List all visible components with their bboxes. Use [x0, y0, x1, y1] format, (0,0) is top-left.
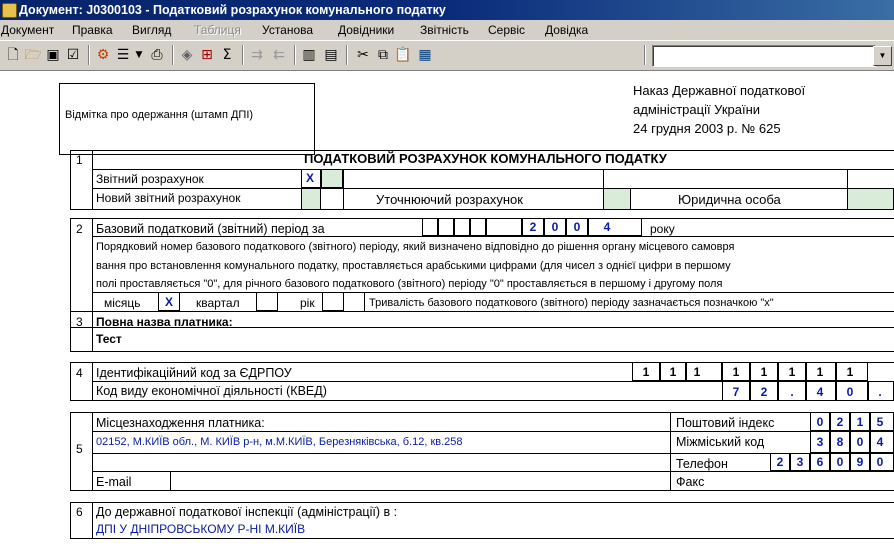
dropdown-arrow-icon[interactable]: ▼ — [135, 50, 143, 60]
postal-label: Поштовий індекс — [676, 416, 775, 430]
intercity-label: Міжміський код — [676, 435, 765, 449]
year-checkbox[interactable] — [322, 292, 344, 311]
save-icon[interactable]: ▣ — [46, 47, 60, 63]
menu-view[interactable]: Вигляд — [132, 23, 172, 37]
toolbar-combo[interactable] — [652, 45, 876, 67]
kved-digit-6[interactable]: . — [868, 381, 894, 401]
email-label: E-mail — [96, 475, 132, 489]
edrpou-digit-3[interactable]: 1 — [686, 362, 722, 381]
month-label: місяць — [104, 296, 141, 310]
intercity-digit-4[interactable]: 4 — [870, 431, 894, 453]
menu-bar — [0, 20, 894, 41]
clarifying-label: Уточнюючий розрахунок — [376, 192, 523, 207]
order-line-2: адміністрації України — [633, 102, 761, 117]
postal-digit-1[interactable]: 0 — [810, 412, 830, 431]
order-line-1: Наказ Державної податкової — [633, 83, 806, 98]
intercity-digit-2[interactable]: 8 — [830, 431, 850, 453]
edrpou-label: Ідентифікаційний код за ЄДРПОУ — [96, 366, 292, 380]
delete-row-icon[interactable]: ⇇ — [273, 47, 285, 63]
open-folder-icon[interactable]: 🗁 — [24, 47, 42, 63]
calculator-icon[interactable]: ▦ — [418, 47, 432, 63]
window-title: Документ: J0300103 - Податковий розрахунок комунального податку — [19, 3, 446, 17]
clarifying-checkbox[interactable] — [603, 188, 631, 210]
cut-icon[interactable]: ✂ — [357, 47, 369, 63]
order-line-3: 24 грудня 2003 р. № 625 — [633, 121, 781, 136]
menu-edit[interactable]: Правка — [72, 23, 113, 37]
stamp-box — [59, 83, 315, 155]
validate-icon[interactable]: ◈ — [181, 47, 193, 63]
sum-icon[interactable]: Σ — [222, 47, 232, 63]
app-icon[interactable] — [2, 3, 17, 18]
year-suffix: року — [650, 222, 675, 236]
quarter-checkbox[interactable] — [256, 292, 278, 311]
section-3-num: 3 — [76, 315, 83, 329]
kved-digit-2[interactable]: 2 — [750, 381, 778, 401]
phone-digit-2[interactable]: 3 — [790, 453, 810, 471]
year-label: рік — [300, 296, 315, 310]
menu-document[interactable]: Документ — [1, 23, 55, 37]
year-digit-2[interactable]: 0 — [544, 218, 566, 236]
phone-digit-6[interactable]: 0 — [870, 453, 894, 471]
phone-digit-5[interactable]: 9 — [850, 453, 870, 471]
edrpou-digit-1[interactable]: 1 — [632, 362, 660, 381]
edrpou-digit-8[interactable]: 1 — [836, 362, 868, 381]
report-label: Звітний розрахунок — [96, 172, 204, 186]
period-note-3: полі проставляється "0", для річного базового податкового (звітного) періоду "0" проставляється в першому і другому поля — [96, 278, 723, 290]
checkbox-icon[interactable]: ☑ — [66, 47, 80, 63]
stamp-label: Відмітка про одержання (штамп ДПІ) — [65, 109, 254, 121]
section-1-num: 1 — [76, 153, 83, 167]
kved-digit-4[interactable]: 4 — [806, 381, 836, 401]
edrpou-digit-2[interactable]: 1 — [660, 362, 686, 381]
print-icon[interactable]: ⎙ — [151, 47, 163, 63]
menu-directories[interactable]: Довідники — [338, 23, 395, 37]
insert-row-icon[interactable]: ⇉ — [251, 47, 263, 63]
list-icon[interactable]: ☰ — [116, 47, 130, 63]
year-digit-1[interactable]: 2 — [522, 218, 544, 236]
inspection-value[interactable]: ДПІ У ДНІПРОВСЬКОМУ Р-НІ М.КИЇВ — [96, 522, 306, 536]
location-label: Місцезнаходження платника: — [96, 416, 265, 430]
payer-name-label: Повна назва платника: — [96, 315, 233, 329]
title-bar[interactable] — [0, 0, 894, 20]
menu-reports[interactable]: Звітність — [420, 23, 469, 37]
new-report-label: Новий звітний розрахунок — [96, 191, 241, 205]
legal-entity-checkbox[interactable] — [847, 188, 894, 210]
kved-digit-1[interactable]: 7 — [722, 381, 750, 401]
edrpou-digit-6[interactable]: 1 — [778, 362, 806, 381]
paste-icon[interactable]: 📋 — [394, 47, 412, 63]
new-report-checkbox[interactable] — [301, 188, 321, 210]
inspection-label: До державної податкової інспекції (адміністрації) в : — [96, 505, 398, 519]
column-icon[interactable]: ▥ — [302, 47, 316, 63]
calc-icon[interactable]: ⊞ — [201, 47, 213, 63]
edrpou-digit-4[interactable]: 1 — [722, 362, 750, 381]
payer-name-value[interactable]: Тест — [96, 332, 122, 346]
section-4-num: 4 — [76, 366, 83, 380]
kved-digit-5[interactable]: 0 — [836, 381, 868, 401]
year-digit-4[interactable]: 4 — [588, 218, 642, 236]
legal-entity-label: Юридична особа — [678, 192, 781, 207]
section-6-num: 6 — [76, 505, 83, 519]
address-value[interactable]: 02152, М.КИЇВ обл., М. КИЇВ р-н, м.М.КИЇВ, Березняківська, б.12, кв.258 — [96, 436, 463, 448]
intercity-digit-3[interactable]: 0 — [850, 431, 870, 453]
phone-digit-4[interactable]: 0 — [830, 453, 850, 471]
month-checkbox[interactable]: X — [158, 292, 180, 311]
new-document-icon[interactable]: 🗋 — [7, 47, 19, 63]
grid-icon[interactable]: ▤ — [324, 47, 338, 63]
fax-label: Факс — [676, 475, 705, 489]
postal-digit-4[interactable]: 5 — [870, 412, 894, 431]
phone-digit-1[interactable]: 2 — [770, 453, 790, 471]
section-3 — [70, 311, 894, 352]
chevron-down-icon[interactable]: ▼ — [873, 46, 892, 66]
postal-digit-3[interactable]: 1 — [850, 412, 870, 431]
kved-digit-3[interactable]: . — [778, 381, 806, 401]
section-5-num: 5 — [76, 442, 83, 456]
kved-label: Код виду економічної діяльності (КВЕД) — [96, 384, 327, 398]
duration-note: Тривалість базового податкового (звітного) періоду зазначається позначкою "х" — [369, 297, 774, 309]
menu-table[interactable]: Таблиця — [194, 23, 241, 37]
menu-institution[interactable]: Установа — [262, 23, 314, 37]
edrpou-digit-5[interactable]: 1 — [750, 362, 778, 381]
phone-label: Телефон — [676, 457, 728, 471]
intercity-digit-1[interactable]: 3 — [810, 431, 830, 453]
merge-icon[interactable]: ⚙ — [96, 47, 110, 63]
menu-service[interactable]: Сервіс — [488, 23, 526, 37]
copy-icon[interactable]: ⧉ — [378, 47, 388, 63]
postal-digit-2[interactable]: 2 — [830, 412, 850, 431]
edrpou-digit-7[interactable]: 1 — [806, 362, 836, 381]
period-label: Базовий податковий (звітний) період за — [96, 222, 325, 236]
document-area — [0, 71, 894, 559]
toolbar — [0, 41, 894, 71]
menu-help[interactable]: Довідка — [545, 23, 589, 37]
report-checkbox[interactable]: X — [301, 169, 321, 188]
section-1-title: ПОДАТКОВИЙ РОЗРАХУНОК КОМУНАЛЬНОГО ПОДАТКУ — [304, 151, 667, 166]
year-digit-3[interactable]: 0 — [566, 218, 588, 236]
period-note-2: вання про встановлення комунального податку, проставляється арабськими цифрами (для чисел з однієї цифри в першому — [96, 260, 731, 272]
phone-digit-3[interactable]: 6 — [810, 453, 830, 471]
quarter-label: квартал — [196, 296, 240, 310]
section-2-num: 2 — [76, 222, 83, 236]
period-note-1: Порядковий номер базового податкового (звітного) періоду, який визначено відповідно до рішення органу місцевого самовря — [96, 241, 735, 253]
